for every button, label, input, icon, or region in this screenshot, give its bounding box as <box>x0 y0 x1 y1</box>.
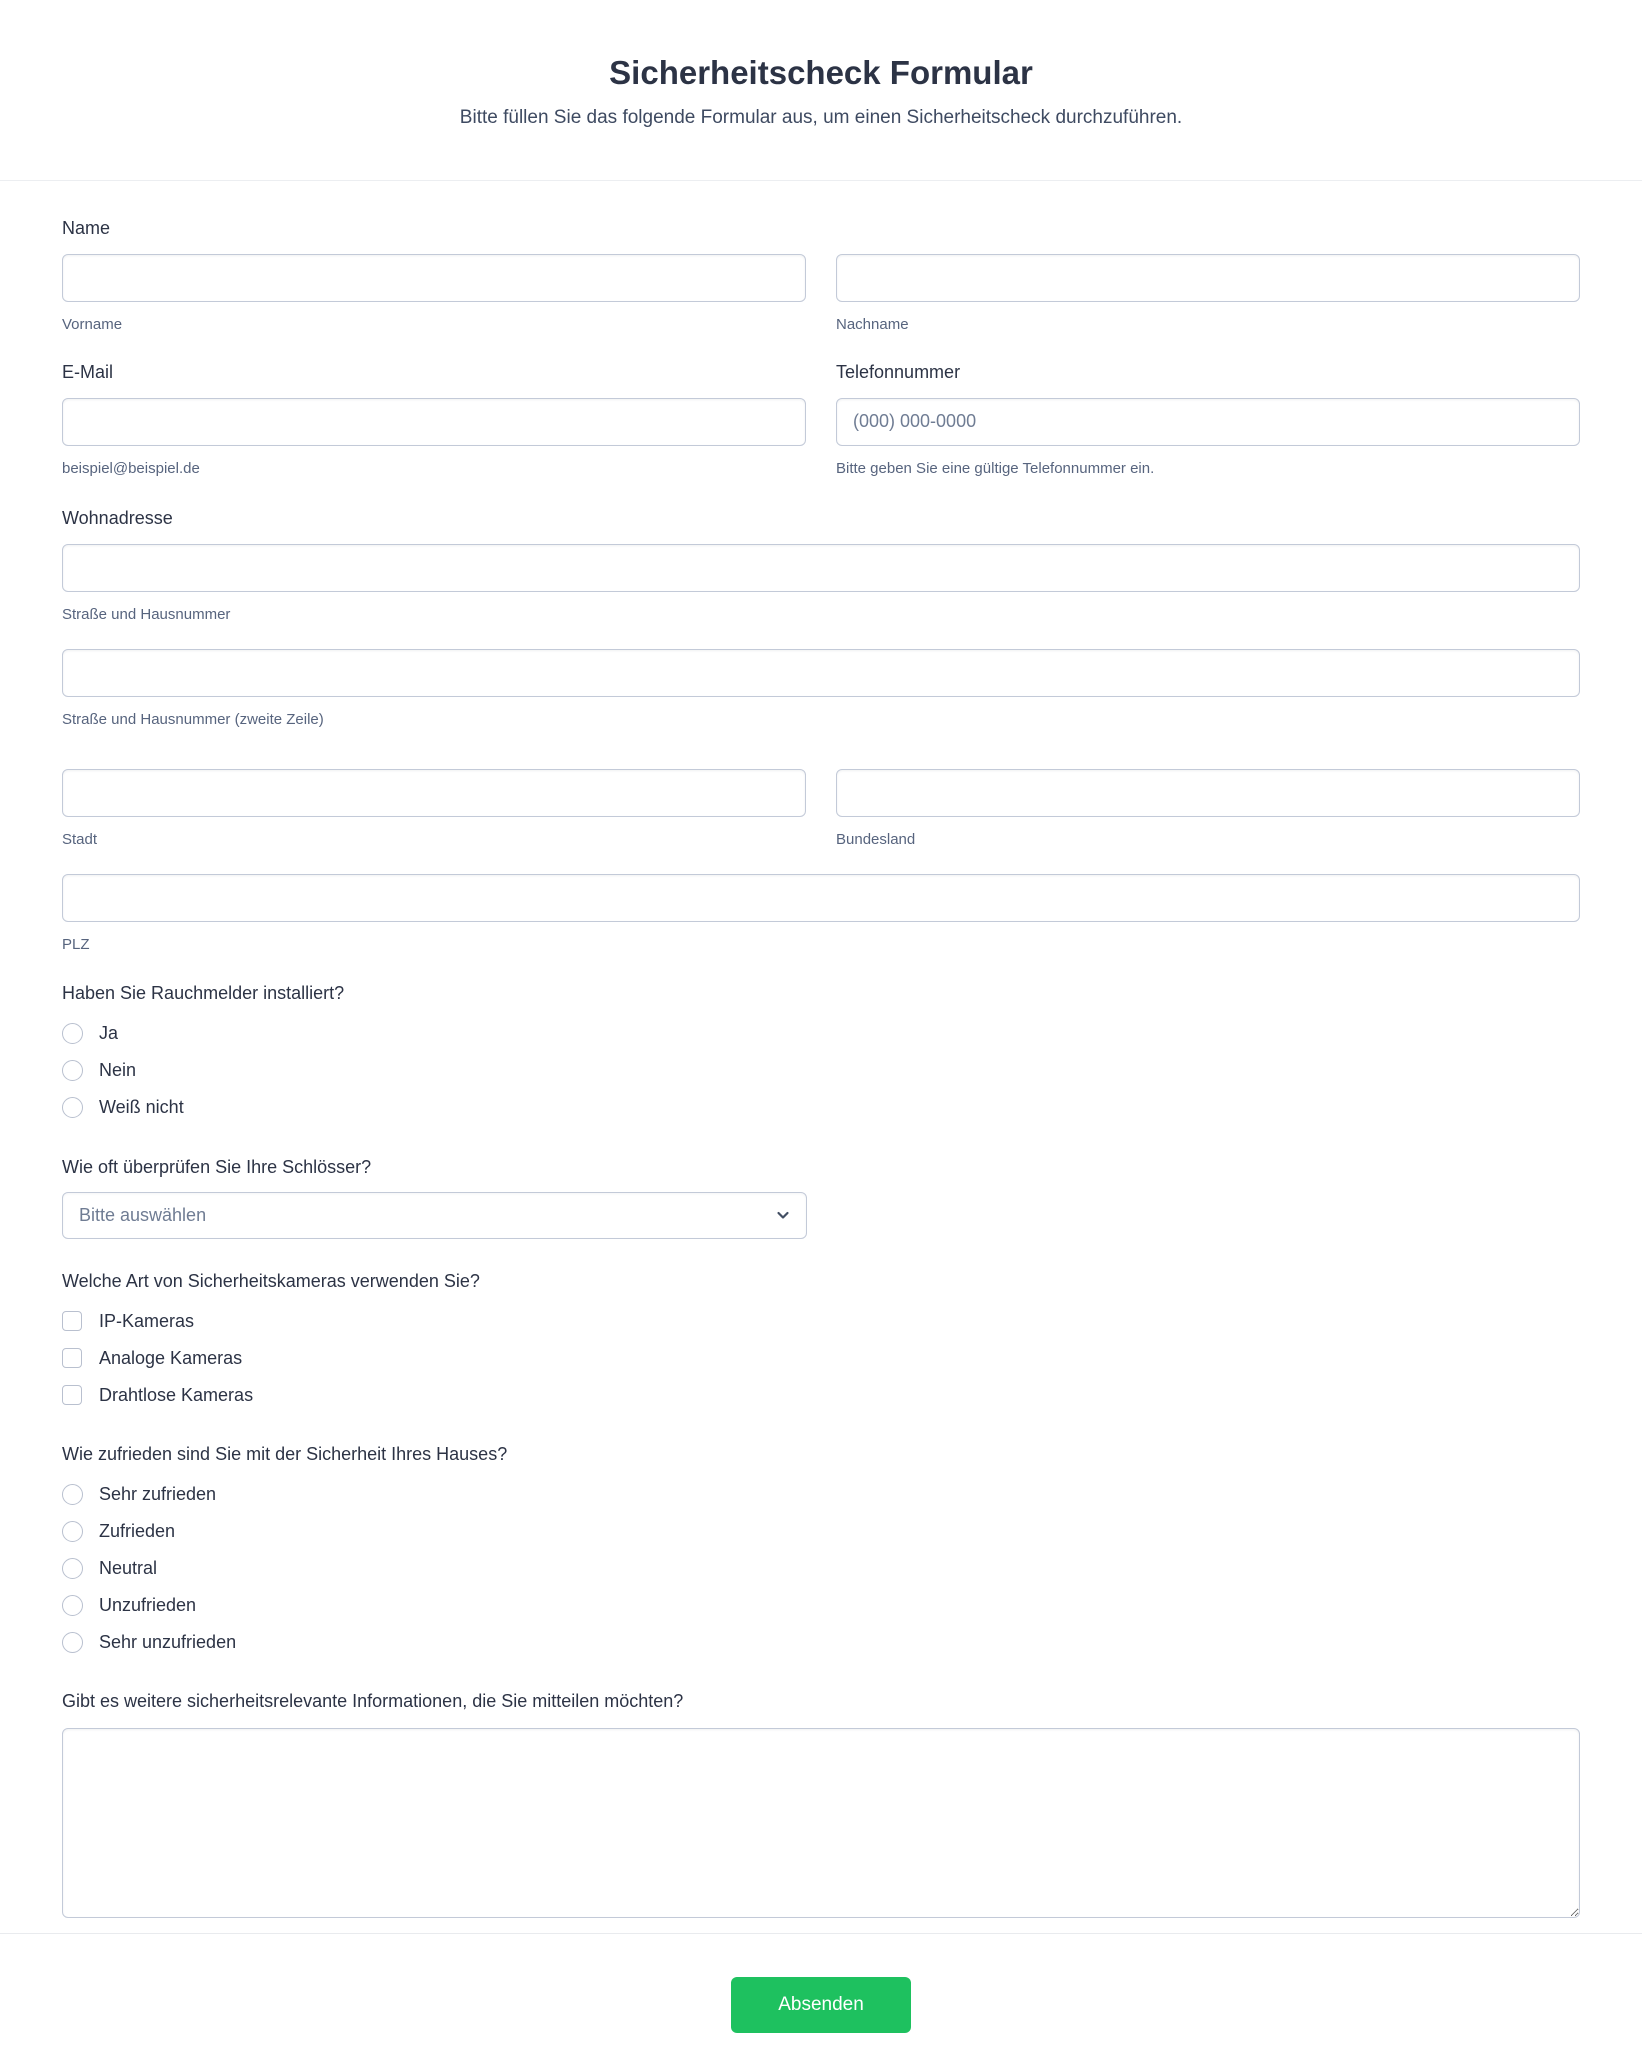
additional-info-field <box>62 1691 1580 1918</box>
radio-icon[interactable] <box>62 1097 83 1118</box>
smoke-detector-options <box>62 1023 1580 1118</box>
radio-icon[interactable] <box>62 1484 83 1505</box>
address-label: Wohnadresse <box>62 507 173 528</box>
additional-info-question: Gibt es weitere sicherheitsrelevante Informationen, die Sie mitteilen möchten? <box>62 1690 684 1711</box>
locks-question: Wie oft überprüfen Sie Ihre Schlösser? <box>62 1156 372 1177</box>
radio-label: Sehr unzufrieden <box>99 1631 237 1652</box>
address-field <box>62 508 1580 953</box>
radio-option-neutral[interactable] <box>62 1558 1580 1579</box>
radio-option-ja[interactable] <box>62 1023 1580 1044</box>
radio-option-sehr-unzufrieden[interactable] <box>62 1632 1580 1653</box>
address-line2-sublabel: Straße und Hausnummer (zweite Zeile) <box>62 710 324 728</box>
first-name-sublabel: Vorname <box>62 315 123 333</box>
email-field <box>62 362 806 477</box>
address-line1-sublabel: Straße und Hausnummer <box>62 605 231 623</box>
smoke-detector-question: Haben Sie Rauchmelder installiert? <box>62 982 345 1003</box>
checkbox-icon[interactable] <box>62 1348 82 1368</box>
cameras-question: Welche Art von Sicherheitskameras verwenden Sie? <box>62 1270 480 1291</box>
checkbox-label: IP-Kameras <box>99 1310 195 1331</box>
radio-label: Sehr zufrieden <box>99 1483 217 1504</box>
phone-sublabel: Bitte geben Sie eine gültige Telefonnummer ein. <box>836 459 1155 477</box>
email-input[interactable] <box>62 398 806 446</box>
cameras-options <box>62 1311 1580 1406</box>
locks-select[interactable] <box>62 1192 807 1239</box>
phone-input[interactable] <box>836 398 1580 446</box>
radio-icon[interactable] <box>62 1558 83 1579</box>
radio-option-weiss-nicht[interactable] <box>62 1097 1580 1118</box>
checkbox-option-ip-kameras[interactable] <box>62 1311 1580 1332</box>
email-sublabel: beispiel@beispiel.de <box>62 459 200 477</box>
address-line2-group <box>62 649 1580 728</box>
radio-icon[interactable] <box>62 1632 83 1653</box>
radio-label: Neutral <box>99 1557 158 1578</box>
page-subtitle: Bitte füllen Sie das folgende Formular aus, um einen Sicherheitscheck durchzuführen. <box>459 107 1183 129</box>
checkbox-icon[interactable] <box>62 1385 82 1405</box>
first-name-input[interactable] <box>62 254 806 302</box>
locks-field <box>62 1157 1580 1239</box>
radio-label: Unzufrieden <box>99 1594 197 1615</box>
chevron-down-icon <box>775 1207 791 1223</box>
locks-select-value: Bitte auswählen <box>79 1204 207 1225</box>
radio-label: Weiß nicht <box>99 1096 184 1117</box>
checkbox-label: Drahtlose Kameras <box>99 1384 254 1405</box>
state-sublabel: Bundesland <box>836 830 916 848</box>
radio-option-unzufrieden[interactable] <box>62 1595 1580 1616</box>
checkbox-option-analoge-kameras[interactable] <box>62 1348 1580 1369</box>
radio-label: Ja <box>99 1022 119 1043</box>
city-state-row <box>62 754 1580 848</box>
form-footer <box>0 1933 1642 2072</box>
radio-option-nein[interactable] <box>62 1060 1580 1081</box>
additional-info-textarea[interactable] <box>62 1728 1580 1918</box>
radio-label: Nein <box>99 1059 137 1080</box>
satisfaction-field <box>62 1444 1580 1653</box>
radio-icon[interactable] <box>62 1595 83 1616</box>
city-input[interactable] <box>62 769 806 817</box>
last-name-input[interactable] <box>836 254 1580 302</box>
zip-sublabel: PLZ <box>62 935 90 953</box>
checkbox-label: Analoge Kameras <box>99 1347 243 1368</box>
checkbox-icon[interactable] <box>62 1311 82 1331</box>
satisfaction-options <box>62 1484 1580 1653</box>
radio-icon[interactable] <box>62 1521 83 1542</box>
page-title: Sicherheitscheck Formular <box>609 54 1033 91</box>
last-name-sublabel: Nachname <box>836 315 909 333</box>
state-group <box>836 754 1580 848</box>
state-input[interactable] <box>836 769 1580 817</box>
checkbox-option-drahtlose-kameras[interactable] <box>62 1385 1580 1406</box>
form-header <box>0 0 1642 181</box>
name-field <box>62 218 1580 333</box>
cameras-field <box>62 1271 1580 1406</box>
zip-group <box>62 874 1580 953</box>
first-name-group <box>62 239 806 333</box>
submit-button[interactable]: Absenden <box>731 1977 911 2033</box>
zip-input[interactable] <box>62 874 1580 922</box>
last-name-group <box>836 239 1580 333</box>
phone-label: Telefonnummer <box>836 361 961 382</box>
email-label: E-Mail <box>62 361 114 382</box>
form-body <box>0 218 1642 1933</box>
radio-option-sehr-zufrieden[interactable] <box>62 1484 1580 1505</box>
city-sublabel: Stadt <box>62 830 98 848</box>
name-label: Name <box>62 217 111 238</box>
satisfaction-question: Wie zufrieden sind Sie mit der Sicherheit Ihres Hauses? <box>62 1443 508 1464</box>
radio-option-zufrieden[interactable] <box>62 1521 1580 1542</box>
address-line1-group <box>62 544 1580 623</box>
address-line2-input[interactable] <box>62 649 1580 697</box>
radio-label: Zufrieden <box>99 1520 176 1541</box>
radio-icon[interactable] <box>62 1060 83 1081</box>
radio-icon[interactable] <box>62 1023 83 1044</box>
email-phone-row <box>62 362 1580 477</box>
city-group <box>62 754 806 848</box>
address-line1-input[interactable] <box>62 544 1580 592</box>
phone-field <box>836 362 1580 477</box>
smoke-detector-field <box>62 983 1580 1118</box>
